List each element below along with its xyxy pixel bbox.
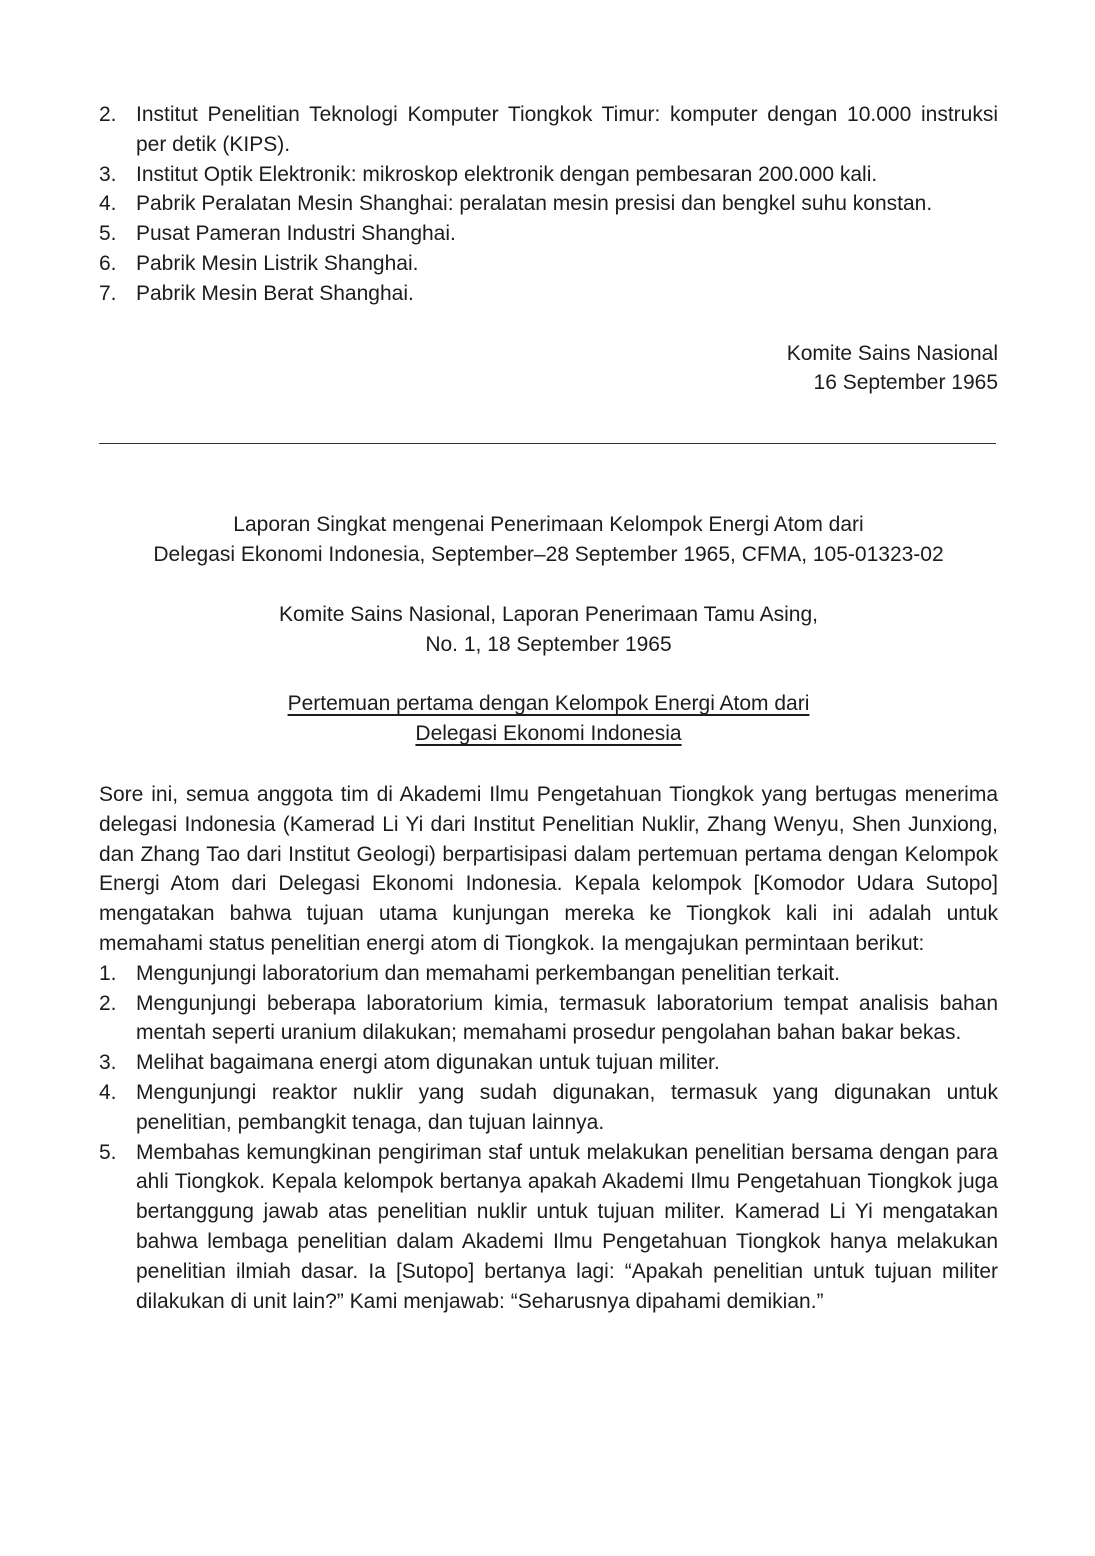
list-item — [99, 189, 998, 219]
list-number: 5. — [99, 222, 117, 246]
list-item — [99, 249, 998, 279]
report-title — [99, 510, 998, 570]
section-divider — [99, 443, 996, 444]
list-item — [99, 1048, 998, 1078]
list-item — [99, 989, 998, 1049]
signature-org: Komite Sains Nasional — [786, 341, 998, 365]
section-heading — [99, 689, 998, 749]
facility-list — [99, 100, 998, 309]
list-item — [99, 160, 998, 190]
body-paragraph: Sore ini, semua anggota tim di Akademi Ilmu Pengetahuan Tiongkok yang bertugas menerima delegasi Indonesia (Kamerad Li Yi dari Institut Penelitian Nuklir, Zhang Wenyu, Shen Junxiong, dan Zhang Tao dari Institut Geologi) berpartisipasi dalam pertemuan pertama dengan Kelompok Energi Atom dari Delegasi Ekonomi Indonesia. Kepala kelompok [Komodor Udara Sutopo] mengatakan bahwa tujuan utama kunjungan mereka ke Tiongkok kali ini adalah untuk memahami status penelitian energi atom di Tiongkok. Ia mengajukan permintaan berikut: — [99, 782, 998, 955]
list-number: 6. — [99, 251, 117, 275]
request-list — [99, 959, 998, 1317]
list-number: 4. — [99, 192, 117, 216]
report-subtitle-line: Komite Sains Nasional, Laporan Penerimaan Tamu Asing, — [279, 602, 818, 626]
report-title-line: Laporan Singkat mengenai Penerimaan Kelompok Energi Atom dari — [233, 513, 864, 537]
signature-block — [99, 339, 998, 399]
list-text: Institut Penelitian Teknologi Komputer Tiongkok Timur: komputer dengan 10.000 instruksi per detik (KIPS). — [136, 103, 998, 156]
list-item — [99, 959, 998, 989]
list-number: 2. — [99, 991, 117, 1015]
list-item — [99, 1078, 998, 1138]
list-text: Mengunjungi beberapa laboratorium kimia, termasuk laboratorium tempat analisis bahan mentah seperti uranium dilakukan; memahami prosedur pengolahan bahan bakar bekas. — [136, 991, 998, 1045]
report-subtitle-line: No. 1, 18 September 1965 — [425, 632, 672, 656]
section-heading-line: Pertemuan pertama dengan Kelompok Energi Atom dari — [287, 692, 810, 716]
list-item — [99, 1138, 998, 1317]
list-text: Pusat Pameran Industri Shanghai. — [136, 222, 456, 246]
list-text: Membahas kemungkinan pengiriman staf untuk melakukan penelitian bersama dengan para ahli Tiongkok. Kepala kelompok bertanya apakah Akademi Ilmu Pengetahuan Tiongkok juga bertanggung jawab atas penelitian nuklir untuk tujuan militer. Kamerad Li Yi mengatakan bahwa lembaga penelitian dalam Akademi Ilmu Pengetahuan Tiongkok hanya melakukan penelitian ilmiah dasar. Ia [Sutopo] bertanya lagi: “Apakah penelitian untuk tujuan militer dilakukan di unit lain?” Kami menjawab: “Seharusnya dipahami demikian.” — [136, 1140, 998, 1313]
signature-date: 16 September 1965 — [813, 371, 998, 395]
report-subtitle — [99, 600, 998, 660]
document-page — [99, 100, 998, 1316]
list-number: 3. — [99, 1051, 117, 1075]
section-heading-line: Delegasi Ekonomi Indonesia — [415, 722, 682, 746]
list-text: Pabrik Mesin Listrik Shanghai. — [136, 251, 419, 275]
list-item — [99, 219, 998, 249]
list-number: 5. — [99, 1140, 117, 1164]
list-item — [99, 100, 998, 160]
list-number: 1. — [99, 961, 117, 985]
report-title-line: Delegasi Ekonomi Indonesia, September–28 September 1965, CFMA, 105-01323-02 — [153, 542, 944, 566]
list-text: Institut Optik Elektronik: mikroskop elektronik dengan pembesaran 200.000 kali. — [136, 162, 878, 186]
list-item — [99, 279, 998, 309]
list-text: Mengunjungi laboratorium dan memahami perkembangan penelitian terkait. — [136, 961, 840, 985]
list-number: 2. — [99, 103, 117, 126]
list-text: Mengunjungi reaktor nuklir yang sudah digunakan, termasuk yang digunakan untuk penelitian, pembangkit tenaga, dan tujuan lainnya. — [136, 1080, 998, 1134]
list-number: 7. — [99, 281, 117, 305]
list-text: Pabrik Mesin Berat Shanghai. — [136, 281, 414, 305]
list-number: 4. — [99, 1080, 117, 1104]
list-number: 3. — [99, 162, 117, 186]
list-text: Melihat bagaimana energi atom digunakan untuk tujuan militer. — [136, 1051, 720, 1075]
list-text: Pabrik Peralatan Mesin Shanghai: peralatan mesin presisi dan bengkel suhu konstan. — [136, 192, 933, 216]
